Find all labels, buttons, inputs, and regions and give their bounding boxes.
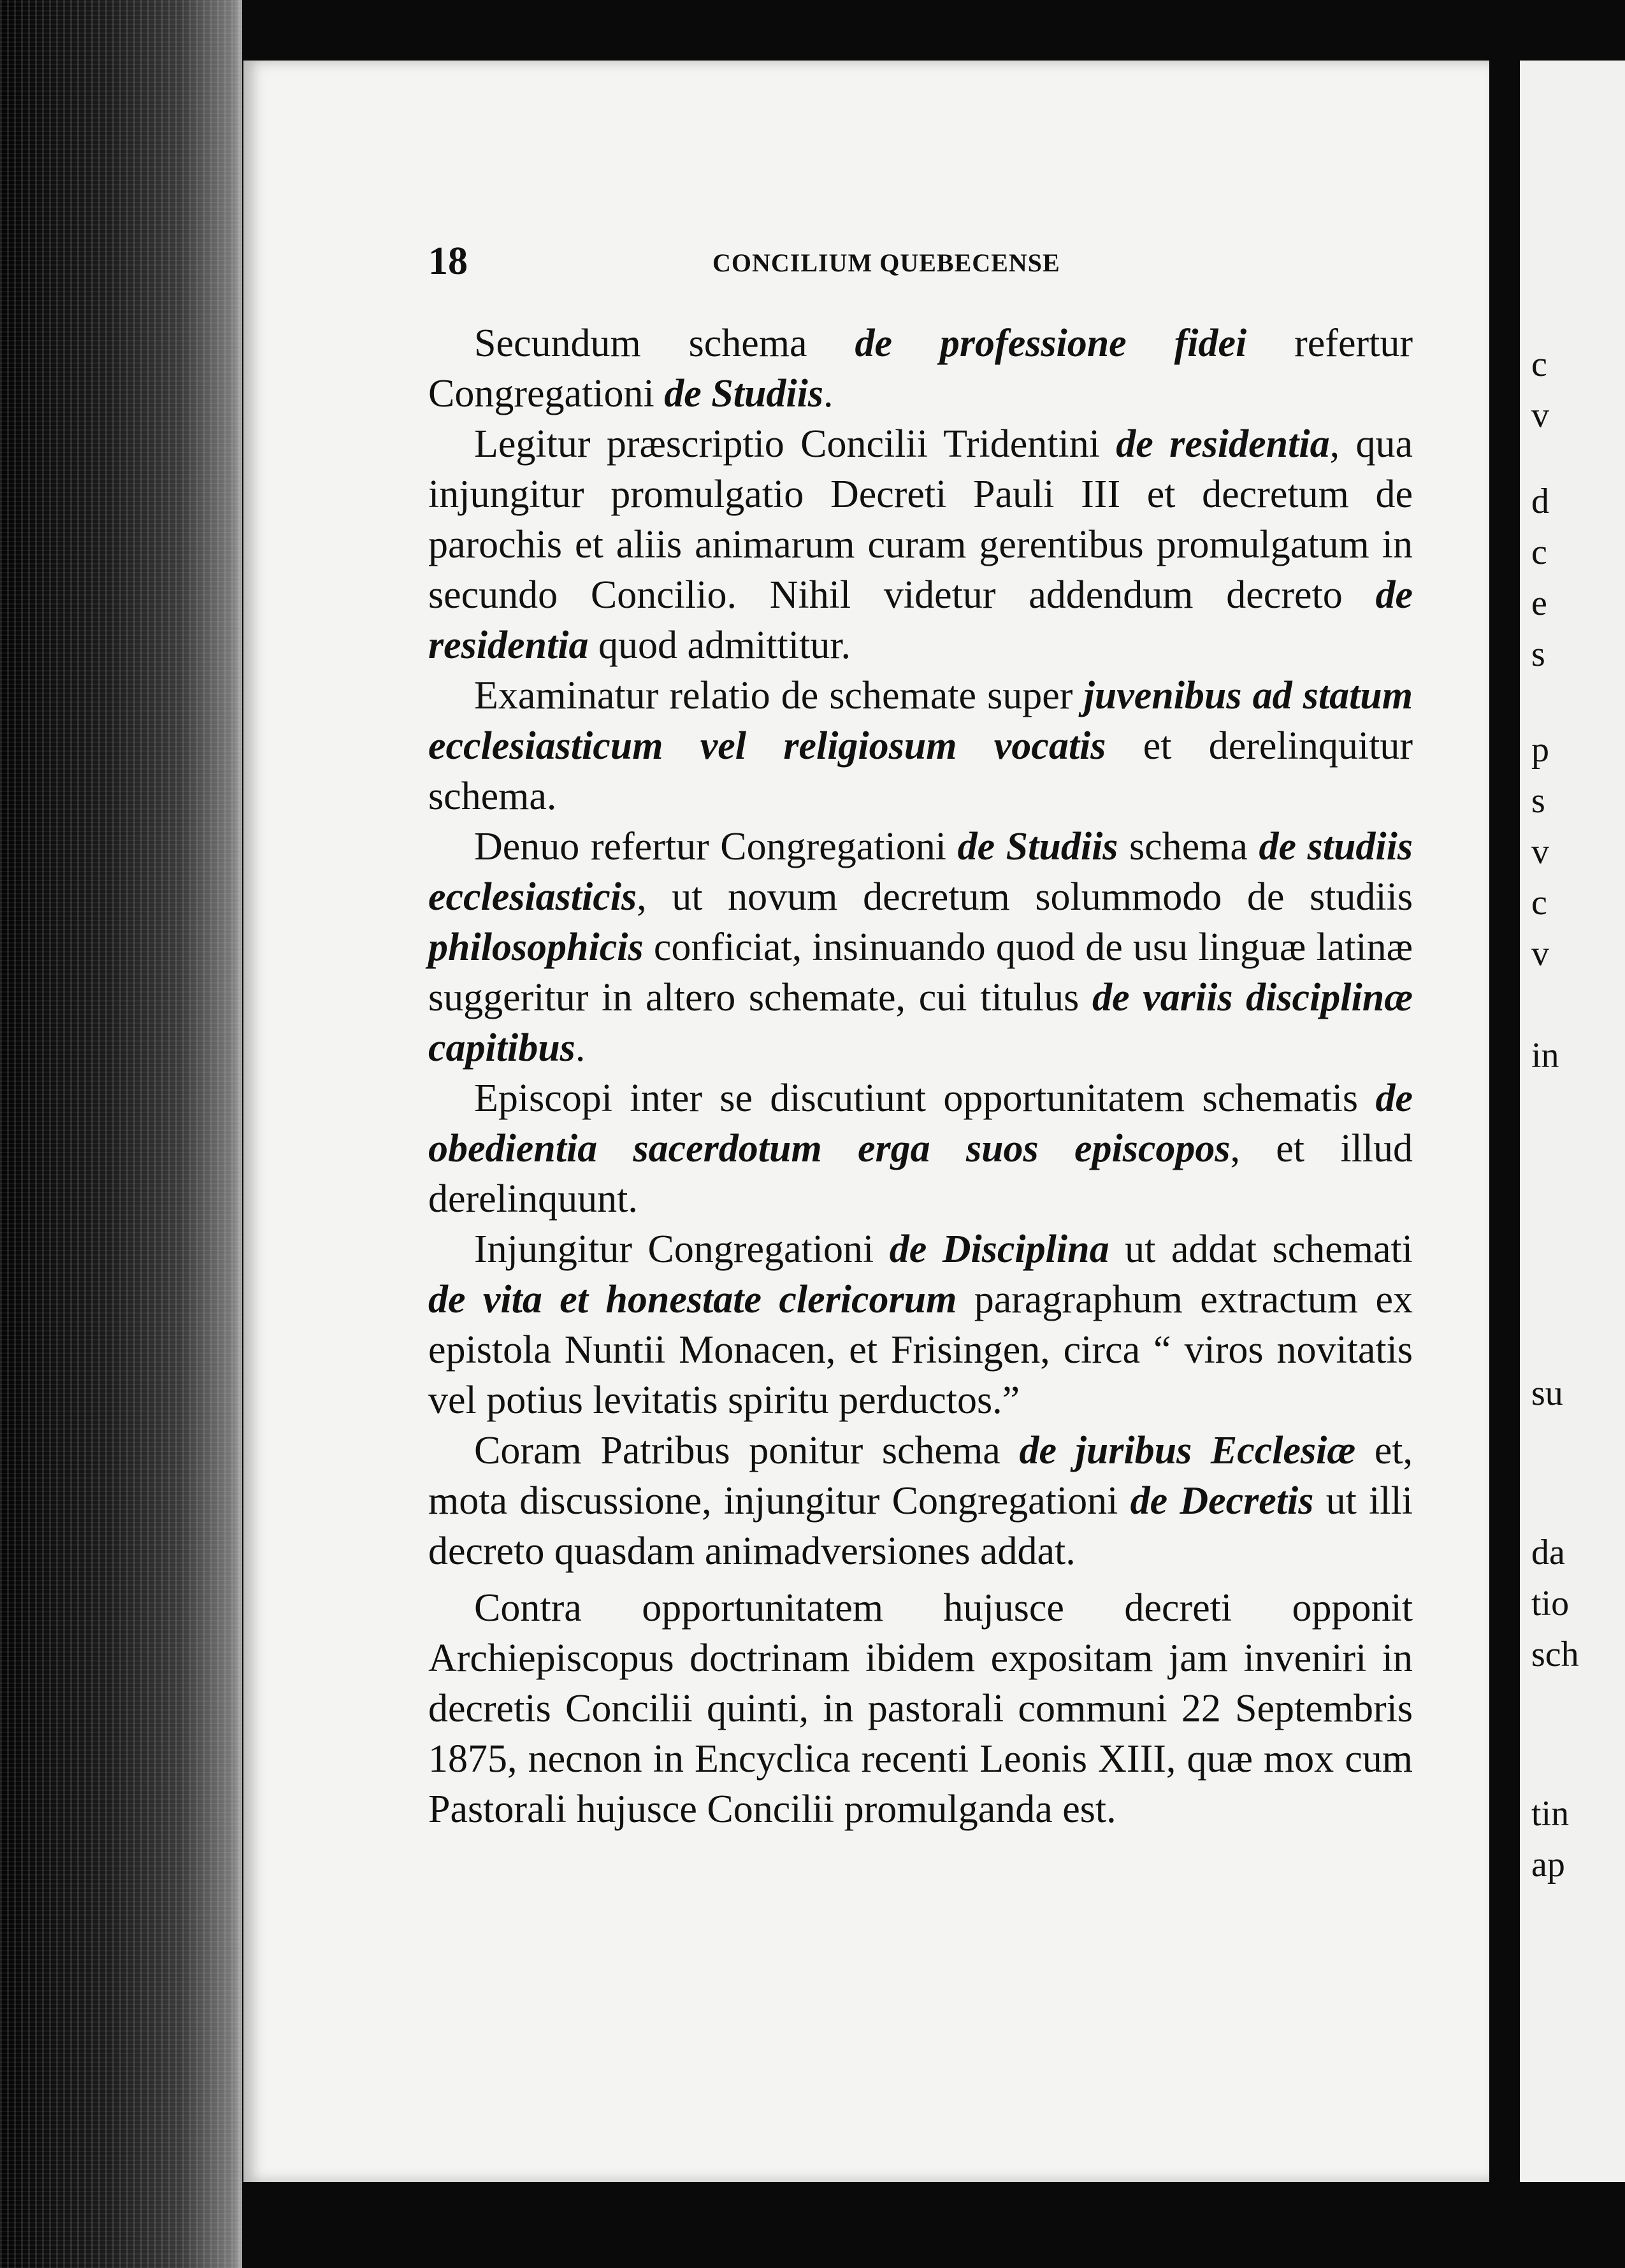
- facing-page-fragment: tio: [1531, 1584, 1570, 1623]
- text-run: ut illi decreto quasdam animadversiones addat.: [428, 1479, 1413, 1573]
- body-text: [428, 319, 1413, 1835]
- paragraph: [428, 671, 1413, 822]
- facing-page-fragment: su: [1531, 1374, 1563, 1413]
- text-run: Secundum schema: [474, 322, 855, 365]
- italic-phrase: de vita et honestate clericorum: [428, 1278, 957, 1321]
- text-run: Coram Patribus ponitur schema: [474, 1429, 1020, 1472]
- italic-phrase: de variis disciplinæ capitibus: [428, 976, 1413, 1070]
- text-run: Episcopi inter se discutiunt opportunitatem schematis: [474, 1077, 1376, 1120]
- running-title: CONCILIUM QUEBECENSE: [712, 248, 1060, 277]
- facing-page-fragment: v: [1531, 396, 1549, 435]
- italic-phrase: juvenibus ad statum ecclesiasticum vel religiosum vocatis: [428, 674, 1413, 768]
- facing-page-fragment: in: [1531, 1036, 1559, 1075]
- text-run: et derelinquitur schema.: [428, 724, 1413, 818]
- italic-phrase: philosophicis: [428, 926, 644, 969]
- paragraph: [428, 822, 1413, 1073]
- facing-page-fragment: tin: [1531, 1794, 1570, 1834]
- text-run: Examinatur relatio de schemate super: [474, 674, 1084, 717]
- paragraph: [428, 1583, 1413, 1835]
- facing-page-fragment: sch: [1531, 1635, 1579, 1674]
- text-run: ut addat schemati: [1109, 1228, 1413, 1271]
- paragraph: [428, 1224, 1413, 1426]
- text-run: quod admittitur.: [588, 624, 851, 667]
- italic-phrase: de Studiis: [957, 825, 1118, 868]
- italic-phrase: de studiis ecclesiasticis: [428, 825, 1413, 919]
- text-run: refertur Congregationi: [428, 322, 1413, 415]
- facing-page-fragment: s: [1531, 635, 1545, 674]
- facing-page-fragment: c: [1531, 345, 1547, 384]
- facing-page-edge: [1520, 61, 1625, 2182]
- italic-phrase: de Decretis: [1130, 1479, 1314, 1523]
- facing-page-fragment: c: [1531, 533, 1547, 572]
- text-run: .: [575, 1026, 586, 1070]
- paragraph: [428, 1073, 1413, 1224]
- text-run: .: [823, 372, 834, 415]
- paragraph: [428, 319, 1413, 419]
- paragraph: [428, 419, 1413, 671]
- facing-page-fragment: p: [1531, 730, 1549, 770]
- facing-page-fragment: v: [1531, 832, 1549, 872]
- italic-phrase: de Studiis: [664, 372, 824, 415]
- text-run: Contra opportunitatem hujusce decreti opponit Archiepiscopus doctrinam ibidem expositam jam inveniri in decretis Concilii quinti, in pastorali communi 22 Septembris 1875, necnon in Encyclica recenti Leonis XIII, quæ mox cum Pastorali hujusce Concilii promulganda est.: [428, 1586, 1413, 1831]
- text-run: et, mota discussione, injungitur Congregationi: [428, 1429, 1413, 1523]
- italic-phrase: de residentia: [428, 573, 1413, 667]
- italic-phrase: de juribus Ecclesiæ: [1019, 1429, 1356, 1472]
- book-spine-edge: [0, 0, 242, 2268]
- facing-page-fragment: da: [1531, 1533, 1565, 1572]
- facing-page-fragment: s: [1531, 781, 1545, 821]
- italic-phrase: de obedientia sacerdotum erga suos episcopos: [428, 1077, 1413, 1170]
- text-run: Denuo refertur Congregationi: [474, 825, 958, 868]
- text-run: Injungitur Congregationi: [474, 1228, 890, 1271]
- text-run: schema: [1118, 825, 1259, 868]
- facing-page-fragment: v: [1531, 934, 1549, 973]
- facing-page-fragment: d: [1531, 482, 1549, 521]
- text-run: , et illud derelinquunt.: [428, 1127, 1413, 1221]
- italic-phrase: de Disciplina: [889, 1228, 1109, 1271]
- facing-page-fragment: ap: [1531, 1845, 1565, 1884]
- italic-phrase: de professione fidei: [855, 322, 1247, 365]
- paragraph: [428, 1426, 1413, 1577]
- text-run: paragraphum extractum ex epistola Nuntii Monacen, et Frisingen, circa “ viros novitatis vel potius levitatis spiritu perductos.”: [428, 1278, 1413, 1422]
- text-run: Legitur præscriptio Concilii Tridentini: [474, 422, 1116, 466]
- text-run: conficiat, insinuando quod de usu linguæ latinæ suggeritur in altero schemate, cui titulus: [428, 926, 1413, 1019]
- page-header: [428, 239, 1422, 284]
- text-run: , qua injungitur promulgatio Decreti Pauli III et decretum de parochis et aliis animarum curam gerentibus promulgatum in secundo Concilio. Nihil videtur addendum decreto: [428, 422, 1413, 617]
- page-number: 18: [428, 240, 468, 283]
- italic-phrase: de residentia: [1116, 422, 1330, 466]
- facing-page-fragment: c: [1531, 883, 1547, 922]
- facing-page-fragment: e: [1531, 584, 1547, 623]
- text-run: , ut novum decretum solummodo de studiis: [637, 875, 1413, 919]
